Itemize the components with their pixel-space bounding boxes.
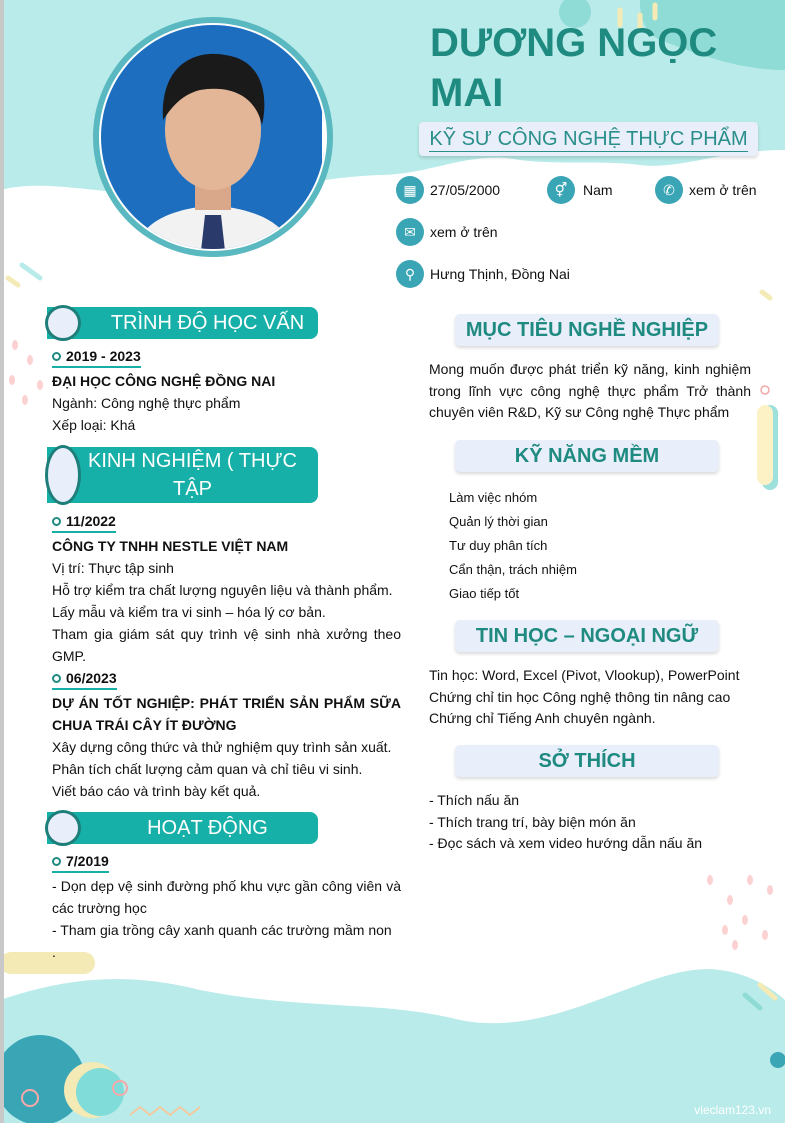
project-name: DỰ ÁN TỐT NGHIỆP: PHÁT TRIỂN SẢN PHẨM SỮA CHUA TRÁI CÂY ÍT ĐƯỜNG: [52, 695, 401, 733]
page-border: [0, 0, 4, 1123]
experience-line: Tham gia giám sát quy trình vệ sinh nhà xưởng theo GMP.: [52, 626, 401, 664]
activity-line: - Tham gia trồng cây xanh quanh các trường mầm non: [52, 922, 392, 938]
it-line: Chứng chỉ Tiếng Anh chuyên ngành.: [429, 710, 656, 726]
heading-circle-icon: [45, 810, 81, 846]
gender-info: ⚥ Nam: [547, 176, 613, 204]
education-heading: TRÌNH ĐỘ HỌC VẤN: [47, 307, 318, 339]
experience-date: 11/2022: [52, 512, 116, 533]
activities-heading: HOẠT ĐỘNG: [47, 812, 318, 844]
phone-info: ✆ xem ở trên: [655, 176, 757, 204]
experience-line: Vị trí: Thực tập sinh: [52, 560, 174, 576]
job-title: KỸ SƯ CÔNG NGHỆ THỰC PHẨM: [419, 122, 758, 156]
experience-line: Viết báo cáo và trình bày kết quả.: [52, 783, 261, 799]
bullet-ring-icon: [52, 857, 61, 866]
objective-text: Mong muốn được phát triển kỹ năng, kinh nghiệm trong lĩnh vực công nghệ thực phẩm Trở thành chuyên viên R&D, Kỹ sư Công nghệ Thực phẩm: [429, 361, 751, 420]
objective-heading: MỤC TIÊU NGHỀ NGHIỆP: [455, 314, 719, 346]
heading-circle-icon: [45, 305, 81, 341]
skill-item: Cẩn thận, trách nhiệm: [449, 562, 577, 577]
mail-icon: ✉: [396, 218, 424, 246]
birthday-info: ▦ 27/05/2000: [396, 176, 500, 204]
hobby-item: - Đọc sách và xem video hướng dẫn nấu ăn: [429, 835, 703, 851]
skill-item: Tư duy phân tích: [449, 538, 548, 553]
experience-line: Lấy mẫu và kiểm tra vi sinh – hóa lý cơ bản.: [52, 604, 326, 620]
soft-skills-heading: KỸ NĂNG MỀM: [455, 440, 719, 472]
candidate-name: DƯƠNG NGỌC MAI: [430, 21, 718, 115]
experience-heading: KINH NGHIỆM ( THỰC TẬP DỰ ÁN HỌC TẬP ): [47, 447, 318, 503]
grade: Xếp loại: Khá: [52, 417, 136, 433]
location-pin-icon: ⚲: [396, 260, 424, 288]
skill-item: Giao tiếp tốt: [449, 586, 520, 601]
it-line: Tin học: Word, Excel (Pivot, Vlookup), PowerPoint: [429, 667, 740, 683]
soft-skills-list: [449, 486, 577, 606]
hobby-item: - Thích nấu ăn: [429, 792, 520, 808]
company-name: CÔNG TY TNHH NESTLE VIỆT NAM: [52, 538, 289, 554]
skill-item: Quản lý thời gian: [449, 514, 548, 529]
major: Ngành: Công nghệ thực phẩm: [52, 395, 241, 411]
hobbies-heading: SỞ THÍCH: [455, 745, 719, 777]
bullet-ring-icon: [52, 674, 61, 683]
activities-section: [52, 850, 401, 963]
email-info: ✉ xem ở trên: [396, 218, 498, 246]
hobby-item: - Thích trang trí, bày biện món ăn: [429, 813, 636, 830]
activity-line: .: [52, 944, 56, 960]
gender-icon: ⚥: [547, 176, 575, 204]
bullet-ring-icon: [52, 517, 61, 526]
bullet-ring-icon: [52, 352, 61, 361]
skill-item: Làm việc nhóm: [449, 490, 538, 505]
experience-section: [52, 510, 401, 802]
education-section: [52, 345, 401, 436]
calendar-icon: ▦: [396, 176, 424, 204]
address-info: ⚲ Hưng Thịnh, Đồng Nai: [396, 260, 570, 288]
experience-date: 06/2023: [52, 669, 117, 690]
experience-line: Xây dựng công thức và thử nghiệm quy trình sản xuất.: [52, 739, 392, 755]
it-language-section: [429, 665, 751, 730]
school-name: ĐẠI HỌC CÔNG NGHỆ ĐỒNG NAI: [52, 373, 276, 389]
experience-line: Hỗ trợ kiểm tra chất lượng nguyên liệu và thành phẩm.: [52, 582, 393, 598]
phone-icon: ✆: [655, 176, 683, 204]
hobbies-section: [429, 790, 751, 855]
activity-line: - Dọn dẹp vệ sinh đường phố khu vực gần công viên và các trường học: [52, 878, 401, 916]
it-language-heading: TIN HỌC – NGOẠI NGỮ: [455, 620, 719, 652]
education-date: 2019 - 2023: [52, 347, 141, 368]
activity-date: 7/2019: [52, 852, 109, 873]
it-line: Chứng chỉ tin học Công nghệ thông tin nâng cao: [429, 688, 731, 705]
experience-line: Phân tích chất lượng cảm quan và chỉ tiêu vi sinh.: [52, 761, 363, 777]
watermark: vieclam123.vn: [694, 1103, 771, 1117]
heading-circle-icon: [45, 445, 81, 505]
